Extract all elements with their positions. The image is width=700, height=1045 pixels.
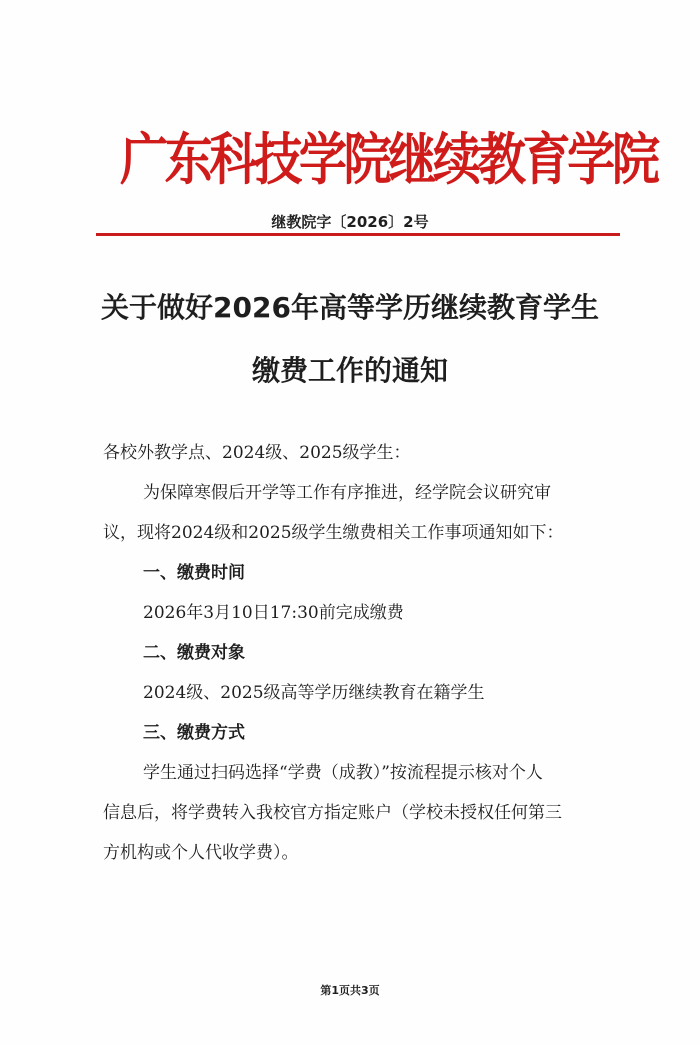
section-3-line-1: 学生通过扫码选择“学费（成教）”按流程提示核对个人 xyxy=(143,763,543,783)
section-2-heading: 二、缴费对象 xyxy=(143,643,245,663)
document-number: 继教院字〔2026〕2号 xyxy=(271,213,429,231)
intro-paragraph-line-1: 为保障寒假后开学等工作有序推进，经学院会议研究审 xyxy=(143,483,551,503)
section-1-text: 2026年3月10日17:30前完成缴费 xyxy=(143,603,404,623)
section-3-heading: 三、缴费方式 xyxy=(143,723,245,743)
intro-paragraph-line-2: 议，现将2024级和2025级学生缴费相关工作事项通知如下： xyxy=(103,523,564,543)
section-1-heading: 一、缴费时间 xyxy=(143,563,245,583)
notice-title-line-2: 缴费工作的通知 xyxy=(251,354,448,387)
notice-title-line-1: 关于做好2026年高等学历继续教育学生 xyxy=(101,291,599,324)
organization-header: 广东科技学院继续教育学院 xyxy=(119,128,657,193)
red-header-rule xyxy=(96,233,620,236)
salutation: 各校外教学点、2024级、2025级学生： xyxy=(103,443,411,463)
section-2-text: 2024级、2025级高等学历继续教育在籍学生 xyxy=(143,683,485,703)
section-3-line-3: 方机构或个人代收学费）。 xyxy=(103,843,299,863)
page-number: 第1页共3页 xyxy=(320,984,380,997)
section-3-line-2: 信息后，将学费转入我校官方指定账户（学校未授权任何第三 xyxy=(103,803,562,823)
